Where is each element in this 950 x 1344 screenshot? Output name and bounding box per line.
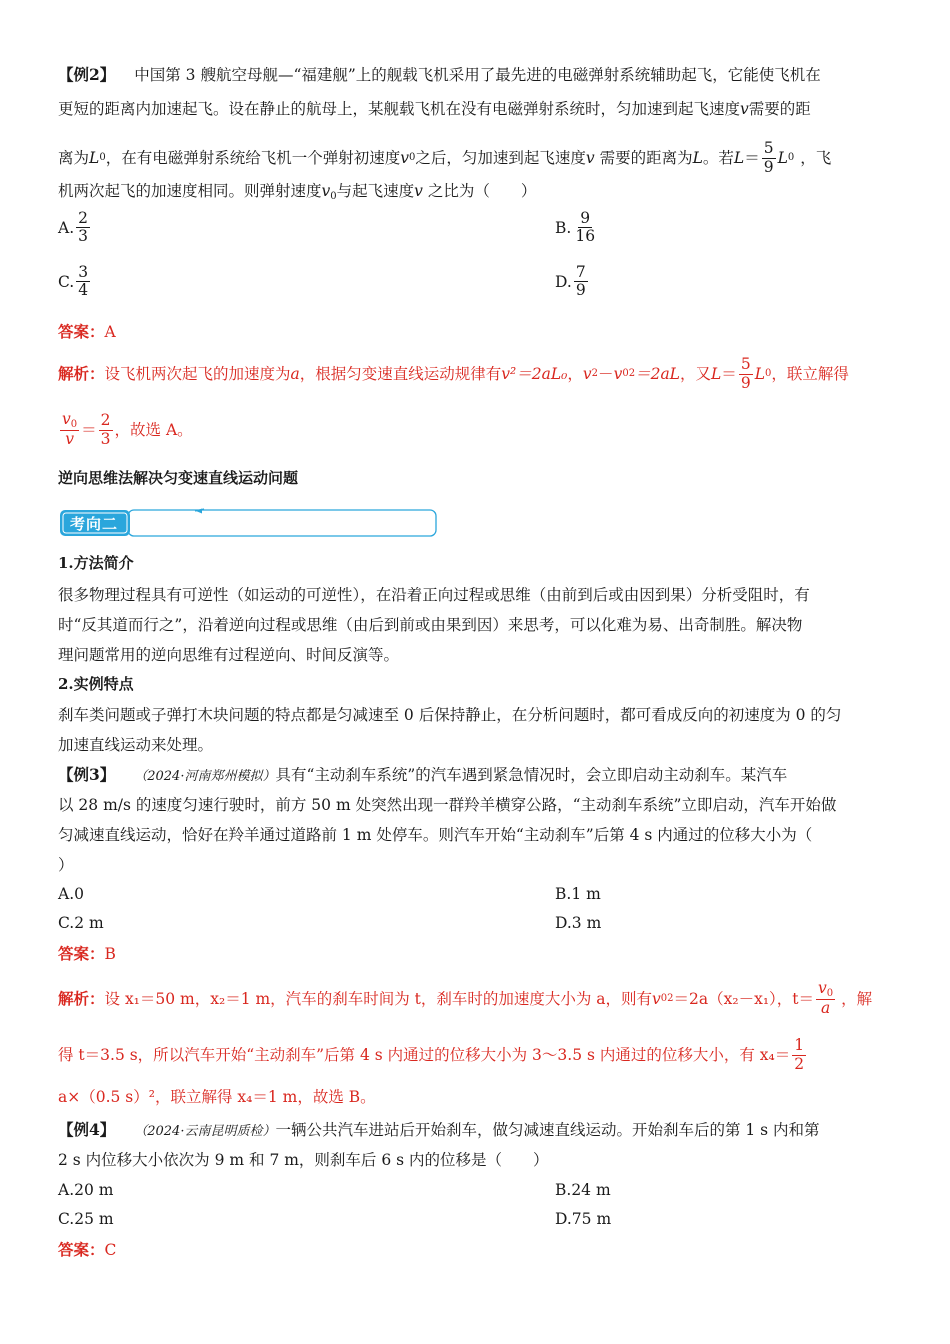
- ex2-line3: 离为 L 0 ，在有电磁弹射系统给飞机一个弹射初速度 v 0 之后，匀加速到起飞速度 v 需要的距离为 L 。若 L ＝ $\frac{5}{9}$ L 0 ，飞: [58, 139, 832, 176]
- ex4-answer: 答案：C: [58, 1240, 117, 1259]
- ex3-analysis-line2: 得 t＝3.5 s，所以汽车开始“主动刹车”后第 4 s 内通过的位移大小为 3～3.5 s 内通过的位移大小，有 x₄＝ $\frac{1}{2}$: [58, 1036, 805, 1073]
- ex2-text3f: ，飞: [800, 149, 832, 167]
- method-p1: 很多物理过程具有可逆性（如运动的可逆性），在沿着正向过程或思维（由前到后或由因到果）分析受阻时，有: [58, 586, 810, 604]
- ex3-option-d[interactable]: D.3 m: [555, 914, 602, 932]
- ex3-source: （2024·河南郑州模拟）: [134, 769, 276, 784]
- ex4-source: （2024·云南昆明质检）: [134, 1124, 276, 1139]
- ex3-analysis-line1: 解析： 设 x₁＝50 m，x₂＝1 m，汽车的刹车时间为 t，刹车时的加速度大小为 a，则有 v 0 2 ＝2a（x₂－x₁），t＝ $\frac{v_0}{a}$ ，解: [58, 979, 873, 1018]
- ex4-text1: 一辆公共汽车进站后开始刹车，做匀减速直线运动。开始刹车后的第 1 s 内和第: [275, 1121, 820, 1139]
- ex3-text1: 具有“主动刹车系统”的汽车遇到紧急情况时，会立即启动主动刹车。某汽车: [275, 766, 788, 784]
- ex3-analysis-line3: a×（0.5 s）²，联立解得 x₄＝1 m，故选 B。: [58, 1088, 376, 1106]
- ex2-analysis-line2: $\frac{v_0}{v}$ ＝ $\frac{2}{3}$ ，故选 A。: [62, 410, 193, 449]
- ex2-text3a: 离为: [58, 149, 90, 167]
- ex2-line4: 机两次起飞的加速度相同。则弹射速度$v_0$与起飞速度v 之比为（ ）: [58, 182, 537, 202]
- ex2-text3c: 之后，匀加速到起飞速度: [415, 149, 586, 167]
- feature-p1: 刹车类问题或子弹打木块问题的特点都是匀减速至 0 后保持静止，在分析问题时，都可看成反向的初速度为 0 的匀: [58, 706, 842, 724]
- ex2-option-c[interactable]: C. $\frac{3}{4}$: [58, 263, 89, 300]
- badge-label: 考向二: [70, 515, 119, 533]
- ex2-analysis-line1: 解析： 设飞机两次起飞的加速度为 a ，根据匀变速直线运动规律有 v²＝2aL₀ ， v 2 － v 0 2 ＝2aL ，又 L ＝ $\frac{5}{9}$ L 0 ，联立解得: [58, 355, 849, 392]
- method-p3: 理问题常用的逆向思维有过程逆向、时间反演等。: [58, 646, 400, 664]
- ex2-text3d: 需要的距离为: [599, 149, 693, 167]
- kaoxiang-badge: [58, 507, 438, 539]
- ex2-text4b: 与起飞速度: [336, 182, 415, 200]
- ex2-text2: 更短的距离内加速起飞。设在静止的航母上，某舰载飞机在没有电磁弹射系统时，匀加速到起飞速度: [58, 100, 741, 118]
- ex4-option-c[interactable]: C.25 m: [58, 1210, 114, 1228]
- ex3-answer: 答案：B: [58, 944, 116, 963]
- ex2-text4: 机两次起飞的加速度相同。则弹射速度: [58, 182, 322, 200]
- ex3-line1: [58, 764, 787, 788]
- ex2-text1: 中国第 3 艘航空母舰—“福建舰”上的舰载飞机采用了最先进的电磁弹射系统辅助起飞，它能使飞机在: [134, 66, 821, 84]
- feature-title: 2.实例特点: [58, 675, 134, 693]
- ex4-option-a[interactable]: A.20 m: [58, 1181, 114, 1199]
- var-v: v: [740, 100, 749, 118]
- ex3-line2: 以 28 m/s 的速度匀速行驶时，前方 50 m 处突然出现一群羚羊横穿公路，“主动刹车系统”立即启动，汽车开始做: [58, 796, 837, 814]
- ex2-answer: 答案：A: [58, 322, 116, 341]
- ex3-option-c[interactable]: C.2 m: [58, 914, 104, 932]
- ex2-text2-end: 需要的距: [748, 100, 811, 118]
- section-heading: 逆向思维法解决匀变速直线运动问题: [58, 469, 299, 487]
- method-p2: 时“反其道而行之”，沿着逆向过程或思维（由后到前或由果到因）来思考，可以化难为易、出奇制胜。解决物: [58, 616, 803, 634]
- ex3-tag: 【例3】: [58, 765, 116, 784]
- feature-p2: 加速直线运动来处理。: [58, 736, 214, 754]
- ex4-line1: [58, 1119, 820, 1143]
- ex2-fraction: $\frac{5}{9}$: [763, 139, 774, 176]
- ex3-line4: ）: [58, 856, 74, 874]
- ex4-option-b[interactable]: B.24 m: [555, 1181, 611, 1199]
- ex3-line3: 匀减速直线运动，恰好在羚羊通过道路前 1 m 处停车。则汽车开始“主动刹车”后第 4 s 内通过的位移大小为（: [58, 826, 813, 844]
- ex2-line2: [58, 98, 811, 120]
- ex3-option-b[interactable]: B.1 m: [555, 885, 601, 903]
- method-title: 1.方法简介: [58, 554, 134, 572]
- ex2-text4c: 之比为（ ）: [427, 182, 537, 200]
- ex2-text3e: 。若: [702, 149, 734, 167]
- ex2-option-b[interactable]: B. $\frac{9}{16}$: [555, 209, 596, 246]
- ex4-tag: 【例4】: [58, 1120, 116, 1139]
- ex2-tag: 【例2】: [58, 65, 116, 84]
- ex4-option-d[interactable]: D.75 m: [555, 1210, 612, 1228]
- ex3-option-a[interactable]: A.0: [58, 885, 84, 903]
- ex2-line1: [58, 64, 821, 86]
- ex2-option-a[interactable]: A. $\frac{2}{3}$: [58, 209, 88, 246]
- ex4-line2: 2 s 内位移大小依次为 9 m 和 7 m，则刹车后 6 s 内的位移是（ ）: [58, 1151, 549, 1169]
- ex2-text3b: ，在有电磁弹射系统给飞机一个弹射初速度: [105, 149, 401, 167]
- ex2-option-d[interactable]: D. $\frac{7}{9}$: [555, 263, 586, 300]
